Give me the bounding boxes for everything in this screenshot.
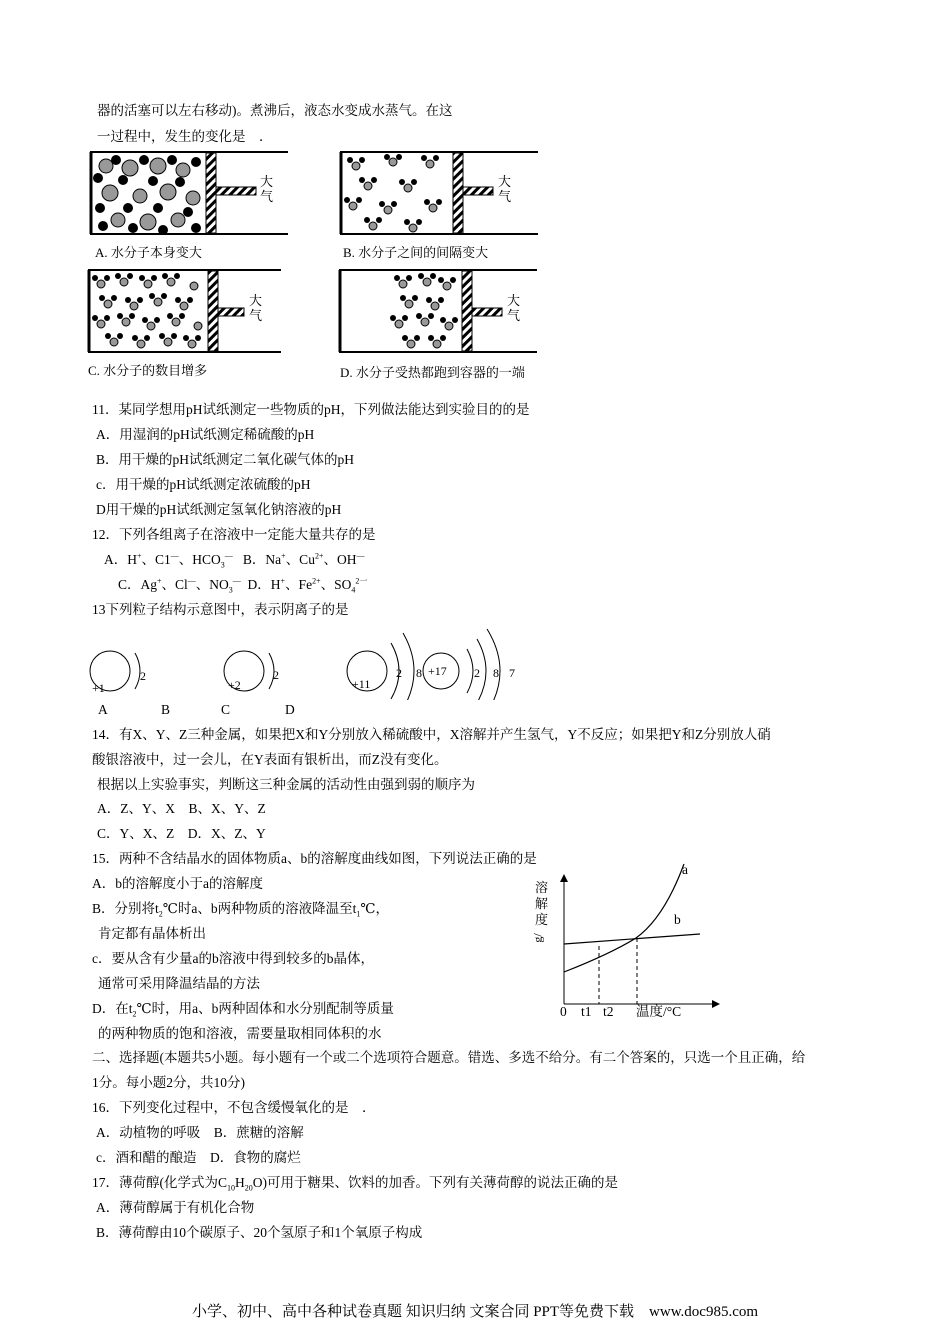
atom-a-nucleus-charge: +1 <box>92 681 105 695</box>
q13-atom-diagrams <box>85 625 525 700</box>
chart-t1: t1 <box>581 1004 592 1019</box>
caption-c: C. 水分子的数目增多 <box>88 363 208 378</box>
atom-d-nucleus-charge: +17 <box>428 664 447 678</box>
q14-stem-3: 根据以上实验事实，判断这三种金属的活动性由强到弱的顺序为 <box>97 777 475 792</box>
q16-options-1: A．动植物的呼吸 B．蔗糖的溶解 <box>96 1125 304 1140</box>
atom-c-shell-2 <box>403 633 414 700</box>
intro-line-2: 一过程中，发生的变化是 ． <box>97 129 273 144</box>
atom-d-shell-1-count: 2 <box>474 666 480 680</box>
solubility-chart <box>540 858 730 1008</box>
curve-a-label: a <box>682 862 688 877</box>
q13-stem: 13下列粒子结构示意图中，表示阴离子的是 <box>92 602 349 617</box>
q11-option-b: B．用干燥的pH试纸测定二氧化碳气体的pH <box>96 452 355 467</box>
curve-b-label: b <box>674 912 681 927</box>
q17-option-b: B．薄荷醇由10个碳原子、20个氢原子和1个氧原子构成 <box>96 1225 423 1240</box>
chart-xlabel: 温度/°C <box>636 1004 682 1019</box>
atom-d-shell-3-count: 7 <box>509 666 515 680</box>
q15-option-a: A．b的溶解度小于a的溶解度 <box>92 876 263 891</box>
q15-option-b-1: B．分别将$t_2℃$时a、b两种物质的溶液降温至$t_1℃$， <box>92 901 389 919</box>
chart-t2: t2 <box>603 1004 614 1019</box>
q15-option-c-2: 通常可采用降温结晶的方法 <box>98 976 260 991</box>
atom-c-nucleus-charge: +11 <box>352 677 371 691</box>
curve-b <box>564 934 700 944</box>
caption-a: A. 水分子本身变大 <box>95 245 202 260</box>
q16-stem: 16．下列变化过程中，不包含缓慢氧化的是 ． <box>92 1100 376 1115</box>
q13-label-c: C <box>221 702 231 717</box>
caption-b: B. 水分子之间的间隔变大 <box>343 245 489 260</box>
q11-option-a: A．用湿润的pH试纸测定稀硫酸的pH <box>96 427 315 442</box>
q15-option-d-2: 的两种物质的饱和溶液，需要量取相同体积的水 <box>98 1026 382 1041</box>
chart-origin: 0 <box>560 1004 567 1019</box>
chart-yunit: g/ <box>530 933 545 943</box>
q13-label-b: B <box>161 702 171 717</box>
atom-d-shell-1 <box>467 649 473 693</box>
page-footer: 小学、初中、高中各种试卷真题 知识归纳 文案合同 PPT等免费下载 www.doc985.com <box>191 1304 759 1320</box>
caption-d: D. 水分子受热都跑到容器的一端 <box>340 365 525 380</box>
atom-b-shell-count: 2 <box>273 668 279 682</box>
q13-label-a: A <box>98 702 108 717</box>
intro-line-1: 器的活塞可以左右移动)。煮沸后，液态水变成水蒸气。在这 <box>97 103 453 118</box>
chart-ylabel: 溶 解 度 <box>535 880 549 927</box>
section2-line-1: 二、选择题(本题共5小题。每小题有一个或二个选项符合题意。错选、多选不给分。有二个答案的，只选一个且正确，给 <box>92 1050 806 1065</box>
q11-option-c: c．用干燥的pH试纸测定浓硫酸的pH <box>96 477 311 492</box>
q12-options-cd: C．Ag+、Cl—、$NO_3^—$ D．H+、$Fe^{2+}$、$SO_4^{2一}$ <box>118 576 368 595</box>
atom-d-shell-2-count: 8 <box>493 666 499 680</box>
atm-label-a: 大 气 <box>260 174 274 204</box>
q12-options-ab: A．H+、C1—、$HCO_3^—$ B．Na+、$Cu^{2+}$、OH— <box>104 551 365 570</box>
q11-option-d: D用干燥的pH试纸测定氢氧化钠溶液的pH <box>96 502 342 517</box>
q15-option-b-2: 肯定都有晶体析出 <box>98 926 206 941</box>
q14-stem-1: 14．有X、Y、Z三种金属，如果把X和Y分别放入稀硫酸中，X溶解并产生氢气，Y不反应；如果把Y和Z分别放人硝 <box>92 727 771 742</box>
atom-a-shell-count: 2 <box>140 669 146 683</box>
q16-options-2: c．酒和醋的酿造 D．食物的腐烂 <box>96 1150 301 1165</box>
q15-option-c-1: c．要从含有少量a的b溶液中得到较多的b晶体， <box>92 951 374 966</box>
q14-stem-2: 酸银溶液中，过一会儿，在Y表面有银析出，而Z没有变化。 <box>92 752 448 767</box>
q13-label-d: D <box>285 702 295 717</box>
atm-label-b: 大 气 <box>498 174 512 204</box>
atom-c-shell-2-count: 8 <box>416 666 422 680</box>
q14-options-1: A．Z、Y、X B、X、Y、Z <box>97 801 266 816</box>
q17-option-a: A．薄荷醇属于有机化合物 <box>96 1200 255 1215</box>
atom-c-shell-1-count: 2 <box>396 666 402 680</box>
q15-option-d-1: D．在$t_2℃$时，用a、b两种固体和水分别配制等质量 <box>92 1001 394 1019</box>
q11-stem: 11．某同学想用pH试纸测定一些物质的pH，下列做法能达到实验目的的是 <box>92 402 530 417</box>
q12-stem: 12．下列各组离子在溶液中一定能大量共存的是 <box>92 527 376 542</box>
q17-stem: 17．薄荷醇(化学式为$C_{10}H_{20}O$)可用于糖果、饮料的加香。下列有关薄荷醇的说法正确的是 <box>92 1175 618 1193</box>
q14-options-2: C．Y、X、Z D．X、Z、Y <box>97 826 266 841</box>
atom-b-nucleus-charge: +2 <box>228 678 241 692</box>
atm-label-d: 大 气 <box>507 293 521 323</box>
figure-a-container <box>88 148 288 243</box>
q15-stem: 15．两种不含结晶水的固体物质a、b的溶解度曲线如图，下列说法正确的是 <box>92 851 537 866</box>
atm-label-c: 大 气 <box>249 293 263 323</box>
section2-line-2: 1分。每小题2分，共10分) <box>92 1075 245 1090</box>
curve-a <box>564 864 684 972</box>
